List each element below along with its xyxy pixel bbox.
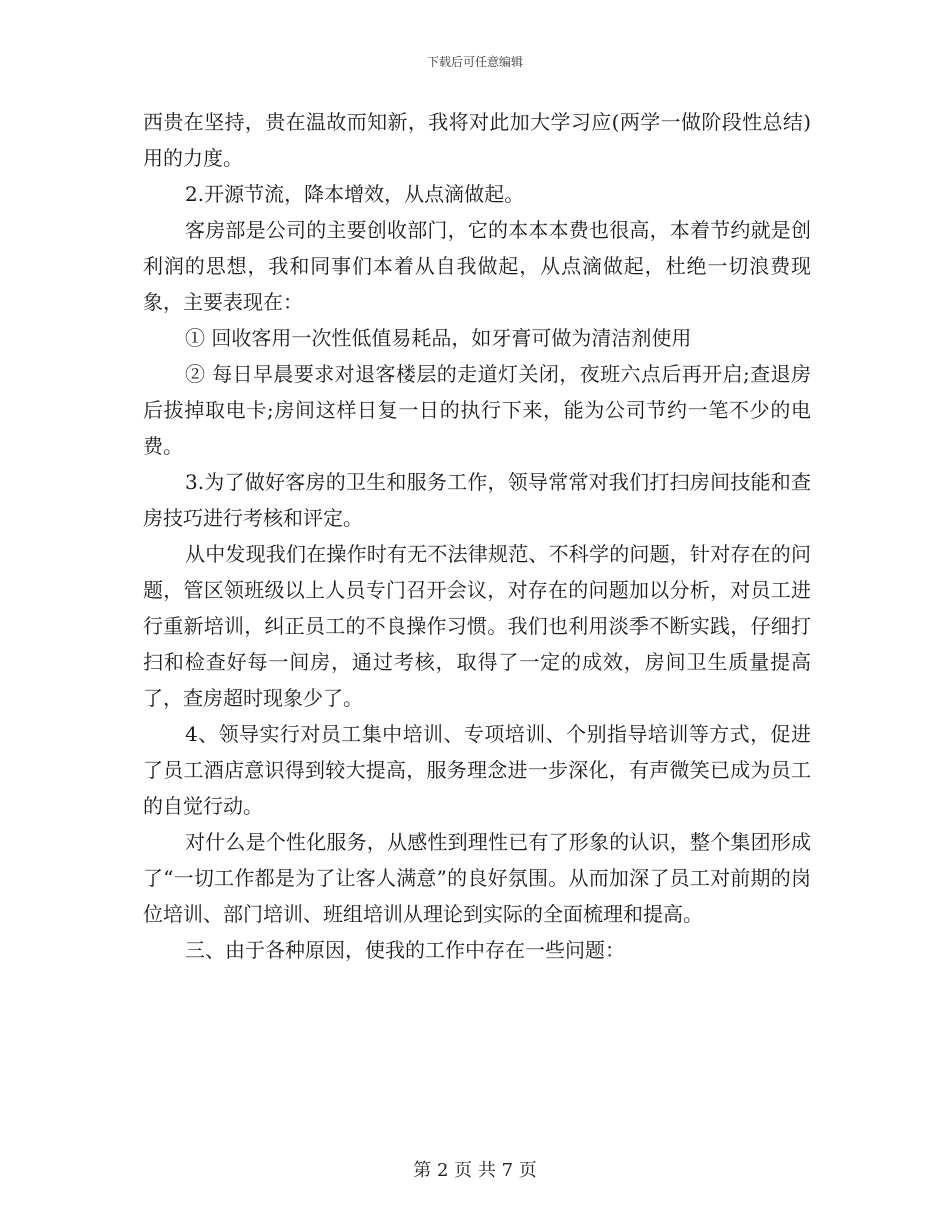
- paragraph-5: ② 每日早晨要求对退客楼层的走道灯关闭，夜班六点后再开启;查退房后拔掉取电卡;房间这样日复一日的执行下来，能为公司节约一笔不少的电费。: [143, 362, 811, 458]
- paragraph-9: 对什么是个性化服务，从感性到理性已有了形象的认识，整个集团形成了“一切工作都是为了让客人满意”的良好氛围。从而加深了员工对前期的岗位培训、部门培训、班组培训从理论到实际的全面梳理和提高。: [143, 830, 811, 926]
- page-header: 下载后可任意编辑: [426, 55, 523, 69]
- paragraph-7: 从中发现我们在操作时有无不法律规范、不科学的问题，针对存在的问题，管区领班级以上人员专门召开会议，对存在的问题加以分析，对员工进行重新培训，纠正员工的不良操作习惯。我们也利用淡季不断实践，仔细打扫和检查好每一间房，通过考核，取得了一定的成效，房间卫生质量提高了，查房超时现象少了。: [143, 542, 811, 710]
- paragraph-4: ① 回收客用一次性低值易耗品，如牙膏可做为清洁剂使用: [185, 326, 692, 350]
- paragraph-10: 三、由于各种原因，使我的工作中存在一些问题：: [185, 938, 625, 962]
- page-number: 第 2 页 共 7 页: [413, 1160, 537, 1181]
- paragraph-6: 3.为了做好客房的卫生和服务工作，领导常常对我们打扫房间技能和查房技巧进行考核和评定。: [143, 470, 811, 530]
- paragraph-2: 2.开源节流，降本增效，从点滴做起。: [185, 182, 525, 206]
- paragraph-8: 4、领导实行对员工集中培训、专项培训、个别指导培训等方式，促进了员工酒店意识得到较大提高，服务理念进一步深化，有声微笑已成为员工的自觉行动。: [143, 722, 811, 818]
- document-body: [143, 104, 811, 968]
- paragraph-1: 西贵在坚持，贵在温故而知新，我将对此加大学习应(两学一做阶段性总结)用的力度。: [143, 110, 811, 170]
- paragraph-3: 客房部是公司的主要创收部门，它的本本本费也很高，本着节约就是创利润的思想，我和同事们本着从自我做起，从点滴做起，杜绝一切浪费现象，主要表现在：: [143, 218, 811, 314]
